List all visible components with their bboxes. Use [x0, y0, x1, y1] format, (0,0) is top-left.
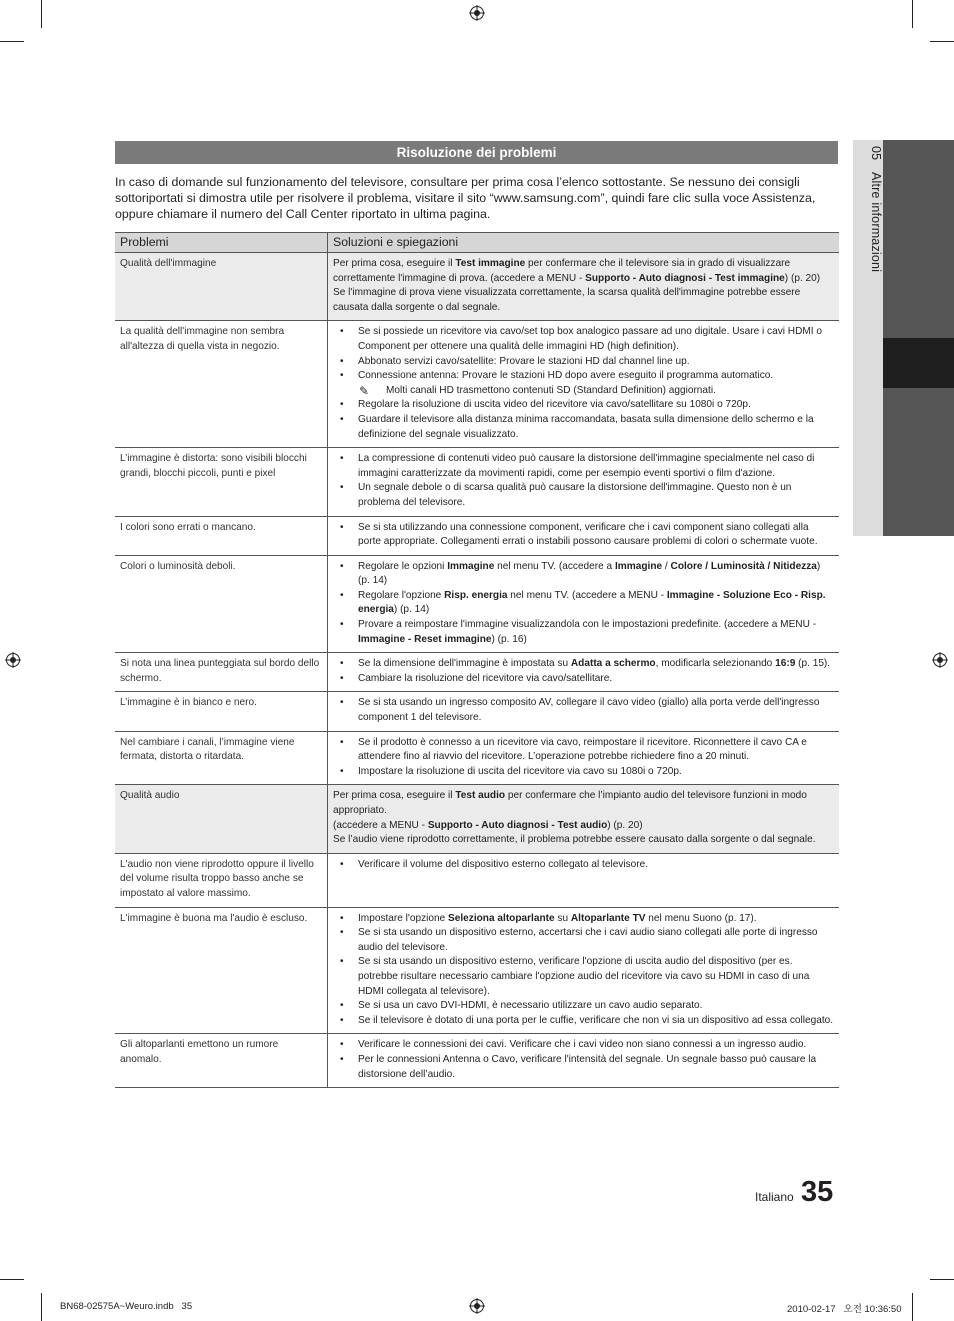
solution-text-fragment: Se l’audio viene riprodotto correttamente, il problema potrebbe essere causato dalla sorgente o dal segnale. — [333, 834, 816, 846]
solution-bullet — [333, 912, 834, 927]
solution-bullet — [333, 858, 834, 873]
solution-bullet — [333, 618, 834, 647]
footer-language: Italiano — [755, 1190, 794, 1204]
solution-bullet — [333, 765, 834, 780]
solution-text-fragment: - — [809, 619, 817, 631]
registration-mark-icon — [469, 5, 485, 21]
problem-cell: La qualità dell'immagine non sembra all'altezza di quella vista in negozio. — [115, 321, 328, 448]
solution-text-fragment: Se si sta usando un dispositivo esterno, verificare l'opzione di uscita audio del dispositivo (per es. potrebbe risultare necessario cambiare l'opzione audio del ricevitore via cavo su HDMI in caso di una HDMI collegata al televisore). — [358, 956, 810, 997]
solution-bullet — [333, 325, 834, 354]
solution-bullet — [333, 560, 834, 589]
solution-bullet — [333, 696, 834, 725]
solution-cell — [328, 907, 840, 1034]
page-number: 35 — [801, 1176, 834, 1208]
solution-text-fragment: (p. 15). — [795, 658, 831, 670]
solution-bullet — [333, 672, 834, 687]
solution-text-fragment: Per prima cosa, eseguire il — [333, 258, 456, 269]
intro-paragraph: In caso di domande sul funzionamento del televisore, consultare per prima cosa l’elenco sottostante. Se nessuno dei consigli sottoriportati si dimostra utile per risolvere il problema, visitare il sito “www.samsung.com”, quindi fare clic sulla voce Assistenza, oppure chiamare il numero del Call Center riportato in ultima pagina. — [115, 175, 816, 221]
solution-text-fragment: Se si sta usando un ingresso composito AV, collegare il cavo video (giallo) alla porta verde dell'ingresso component 1 del televisore. — [358, 697, 820, 724]
solution-text-fragment: Impostare l'opzione — [358, 912, 449, 924]
problem-cell: Nel cambiare i canali, l’immagine viene fermata, distorta o ritardata. — [115, 731, 328, 785]
menu-path-text: Immagine - Soluzione Eco - Risp. energia — [358, 589, 826, 616]
table-row — [115, 653, 839, 692]
note-pencil-icon: ✎ — [359, 383, 370, 398]
problem-cell: L’immagine è in bianco e nero. — [115, 692, 328, 731]
solution-text-fragment: Cambiare la risoluzione del ricevitore via cavo/satellitare. — [358, 672, 613, 684]
solution-text-fragment: Regolare l'opzione — [358, 589, 445, 601]
solution-text-fragment: Un segnale debole o di scarsa qualità può causare la distorsione dell'immagine. Questo non è un problema del televisore. — [358, 482, 792, 508]
table-body — [115, 253, 839, 1088]
solution-text — [333, 833, 834, 848]
registration-mark-icon — [469, 1298, 485, 1314]
table-row — [115, 907, 839, 1034]
solution-text — [333, 819, 834, 834]
table-row — [115, 692, 839, 731]
menu-path-text: Supporto - Auto diagnosi - Test audio — [427, 819, 608, 831]
table-row — [115, 448, 839, 516]
solution-text-fragment: ) (p. 16) — [491, 633, 527, 645]
menu-path-text: Adatta a schermo — [570, 658, 656, 670]
solution-text-fragment: , modificarla selezionando — [655, 658, 776, 670]
table-row — [115, 785, 839, 853]
solution-cell — [328, 1034, 840, 1088]
solution-list — [333, 858, 834, 873]
solution-bullet — [333, 521, 834, 550]
solution-text-fragment: MENU — [389, 819, 419, 831]
solution-list — [333, 560, 834, 648]
menu-path-text: Immagine - Reset immagine — [358, 633, 492, 645]
problem-cell: Qualità audio — [115, 785, 328, 853]
registration-mark-icon — [5, 652, 21, 668]
solution-cell — [328, 853, 840, 907]
crop-mark — [930, 1279, 954, 1280]
footer-timestamp: 2010-02-17 오전 10:36:50 — [787, 1304, 902, 1315]
solution-text-fragment: Se si sta utilizzando una connessione component, verificare che i cavi component siano collegati alla porte appropriate. Collegamenti errati o instabili possono causare problemi di colori o schermate vuote. — [358, 521, 818, 548]
solution-text-fragment: per confermare che il televisore sia in grado di visualizzare correttamente l'immagine di prova. (accedere a — [333, 258, 791, 284]
solution-bullet — [333, 955, 834, 999]
registration-mark-icon — [932, 652, 948, 668]
solution-cell — [328, 321, 840, 448]
solution-list — [333, 736, 834, 780]
crop-mark — [930, 41, 954, 42]
solution-cell — [328, 653, 840, 692]
solution-text-fragment: Se si possiede un ricevitore via cavo/set top box analogico passare ad uno digitale. Usare i cavi HDMI o Component per ottenere una qualità delle immagini HD (high definition). — [358, 326, 822, 352]
problem-cell: L’immagine è distorta: sono visibili blocchi grandi, blocchi piccoli, punti e pixel — [115, 448, 328, 516]
solution-text-fragment: ) (p. 20) — [784, 272, 821, 284]
solution-cell — [328, 692, 840, 731]
problem-cell: L'immagine è buona ma l'audio è escluso. — [115, 907, 328, 1034]
problem-cell: I colori sono errati o mancano. — [115, 516, 328, 555]
table-row — [115, 853, 839, 907]
solution-bullet — [333, 355, 834, 370]
solution-text-fragment: nel menu TV. (accedere a — [507, 589, 629, 601]
solution-text-fragment: nel menu Suono (p. 17). — [645, 912, 757, 924]
crop-mark — [0, 1279, 24, 1280]
crop-mark — [41, 1293, 42, 1321]
solution-text-fragment: Molti canali HD trasmettono contenuti SD (Standard Definition) aggiornati. — [386, 384, 716, 396]
solution-text-fragment: Provare a reimpostare l'immagine visualizzandola con le impostazioni predefinite. (accedere a — [358, 619, 781, 631]
chapter-tab-marker — [883, 338, 954, 388]
problem-cell: Qualità dell'immagine — [115, 253, 328, 321]
solution-text-fragment: nel menu TV. (accedere a — [494, 560, 615, 572]
table-row — [115, 253, 839, 321]
solution-text-fragment: - — [657, 589, 667, 601]
crop-mark — [41, 0, 42, 28]
solution-text-fragment: Se il prodotto è connesso a un ricevitore via cavo, reimpostare il ricevitore. Riconnettere il cavo CA e attendere fino al riavvio del ricevitore. L’operazione potrebbe richiedere fino a 20 minuti. — [358, 736, 807, 763]
chapter-number: 05 — [869, 146, 883, 161]
solution-text-fragment: / — [662, 560, 671, 572]
solution-text-fragment: ) (p. 20) — [607, 819, 643, 831]
chapter-tab-label — [855, 146, 883, 446]
column-header-solutions: Soluzioni e spiegazioni — [328, 233, 840, 253]
section-title: Risoluzione dei problemi — [115, 141, 838, 164]
problem-cell: Colori o luminosità deboli. — [115, 555, 328, 653]
solution-text-fragment: Per le connessioni Antenna o Cavo, verificare l'intensità del segnale. Un segnale basso può causare la distorsione dell’audio. — [358, 1053, 817, 1080]
solution-text-fragment: Verificare il volume del dispositivo esterno collegato al televisore. — [358, 858, 649, 870]
solution-text-fragment: per confermare che l’impianto audio del televisore funzioni in modo appropriato. — [333, 790, 807, 816]
column-header-problems: Problemi — [115, 233, 328, 253]
solution-bullet — [333, 398, 834, 413]
solution-text-fragment: su — [554, 912, 571, 924]
solution-bullet — [333, 1053, 834, 1082]
table-row — [115, 731, 839, 785]
solution-text-fragment: MENU — [628, 589, 658, 601]
solution-text-fragment: - — [576, 272, 586, 284]
crop-mark — [0, 41, 24, 42]
solution-text-fragment: La compressione di contenuti video può causare la distorsione dell'immagine specialmente nel caso di immagini caratterizzate da movimenti rapidi, come per esempio eventi sportivi o film d'azione. — [358, 453, 815, 479]
solution-note — [333, 384, 834, 399]
solution-bullet — [333, 736, 834, 765]
table-row — [115, 1034, 839, 1088]
solution-list — [333, 696, 834, 725]
solution-bullet — [333, 413, 834, 442]
solution-text — [333, 286, 834, 315]
solution-text-fragment: Se si usa un cavo DVI-HDMI, è necessario utilizzare un cavo audio separato. — [358, 1000, 703, 1012]
solution-text-fragment: Se la dimensione dell'immagine è impostata su — [358, 658, 571, 670]
solution-text-fragment: - — [418, 819, 428, 831]
problem-cell: Gli altoparlanti emettono un rumore anomalo. — [115, 1034, 328, 1088]
solution-list — [333, 452, 834, 510]
footer-file-name: BN68-02575A~Weuro.indb 35 — [60, 1301, 193, 1312]
solution-bullet — [333, 481, 834, 510]
problem-cell: L'audio non viene riprodotto oppure il livello del volume risulta troppo basso anche se impostato al valore massimo. — [115, 853, 328, 907]
menu-path-text: Immagine — [614, 560, 663, 572]
problem-cell: Si nota una linea punteggiata sul bordo dello schermo. — [115, 653, 328, 692]
table-row — [115, 516, 839, 555]
solution-bullet — [333, 1014, 834, 1029]
troubleshooting-table — [115, 232, 839, 1088]
solution-bullet — [333, 589, 834, 618]
solution-text-fragment: Regolare le opzioni — [358, 560, 448, 572]
chapter-title: Altre informazioni — [869, 172, 883, 273]
menu-path-text: Test immagine — [455, 258, 526, 269]
solution-bullet — [333, 657, 834, 672]
solution-list — [333, 657, 834, 686]
menu-path-text: Seleziona altoparlante — [448, 912, 555, 924]
menu-path-text: Risp. energia — [444, 589, 508, 601]
menu-path-text: Altoparlante TV — [570, 912, 646, 924]
menu-path-text: Supporto - Auto diagnosi - Test immagine — [585, 272, 785, 284]
solution-text-fragment: Impostare la risoluzione di uscita del ricevitore via cavo su 1080i o 720p. — [358, 765, 682, 777]
solution-text-fragment: ) (p. 14) — [358, 560, 821, 587]
solution-text-fragment: Abbonato servizi cavo/satellite: Provare le stazioni HD dal channel line up. — [358, 355, 690, 367]
solution-text-fragment: Per prima cosa, eseguire il — [333, 790, 456, 802]
solution-text — [333, 789, 834, 818]
solution-text-fragment: MENU — [780, 619, 810, 631]
crop-mark — [912, 1293, 913, 1321]
solution-list — [333, 1038, 834, 1082]
solution-bullet — [333, 369, 834, 384]
menu-path-text: Colore / Luminosità / Nitidezza — [670, 560, 817, 572]
solution-cell — [328, 448, 840, 516]
solution-text-fragment: MENU — [546, 272, 577, 284]
solution-text-fragment: Regolare la risoluzione di uscita video del ricevitore via cavo/satellitare su 1080i o 720p. — [358, 399, 751, 411]
solution-text-fragment: Guardare il televisore alla distanza minima raccomandata, basata sulla dimensione dello schermo e la definizione del segnale visualizzato. — [358, 413, 814, 440]
solution-text-fragment: Se si sta usando un dispositivo esterno, accertarsi che i cavi audio siano collegati alle porte di ingresso audio del televisore. — [358, 927, 818, 953]
crop-mark — [912, 0, 913, 28]
menu-path-text: Immagine — [447, 560, 495, 572]
solution-text — [333, 257, 834, 286]
solution-cell — [328, 785, 840, 853]
solution-list — [333, 325, 834, 442]
solution-cell — [328, 731, 840, 785]
solution-bullet — [333, 999, 834, 1014]
table-header-row — [115, 233, 839, 253]
solution-text-fragment: Connessione antenna: Provare le stazioni HD dopo avere eseguito il programma automatico. — [358, 370, 774, 382]
solution-text-fragment: (accedere a — [333, 819, 390, 831]
menu-path-text: 16:9 — [775, 658, 796, 670]
solution-cell — [328, 253, 840, 321]
solution-text-fragment: Se l'immagine di prova viene visualizzata correttamente, la scarsa qualità dell'immagine potrebbe essere causata dalla sorgente o dal segnale. — [333, 287, 801, 313]
solution-bullet — [333, 926, 834, 955]
solution-bullet — [333, 1038, 834, 1053]
solution-bullet — [333, 452, 834, 481]
solution-cell — [328, 555, 840, 653]
solution-text-fragment: ) (p. 14) — [393, 604, 430, 616]
table-row — [115, 555, 839, 653]
menu-path-text: Test audio — [455, 790, 506, 802]
solution-list — [333, 912, 834, 1029]
solution-text-fragment: Verificare le connessioni dei cavi. Verificare che i cavi video non siano connessi a un ingresso audio. — [358, 1039, 807, 1051]
solution-list — [333, 521, 834, 550]
solution-text-fragment: Se il televisore è dotato di una porta per le cuffie, verificare che non vi sia un dispositivo ad essa collegato. — [358, 1014, 834, 1026]
solution-cell — [328, 516, 840, 555]
table-row — [115, 321, 839, 448]
